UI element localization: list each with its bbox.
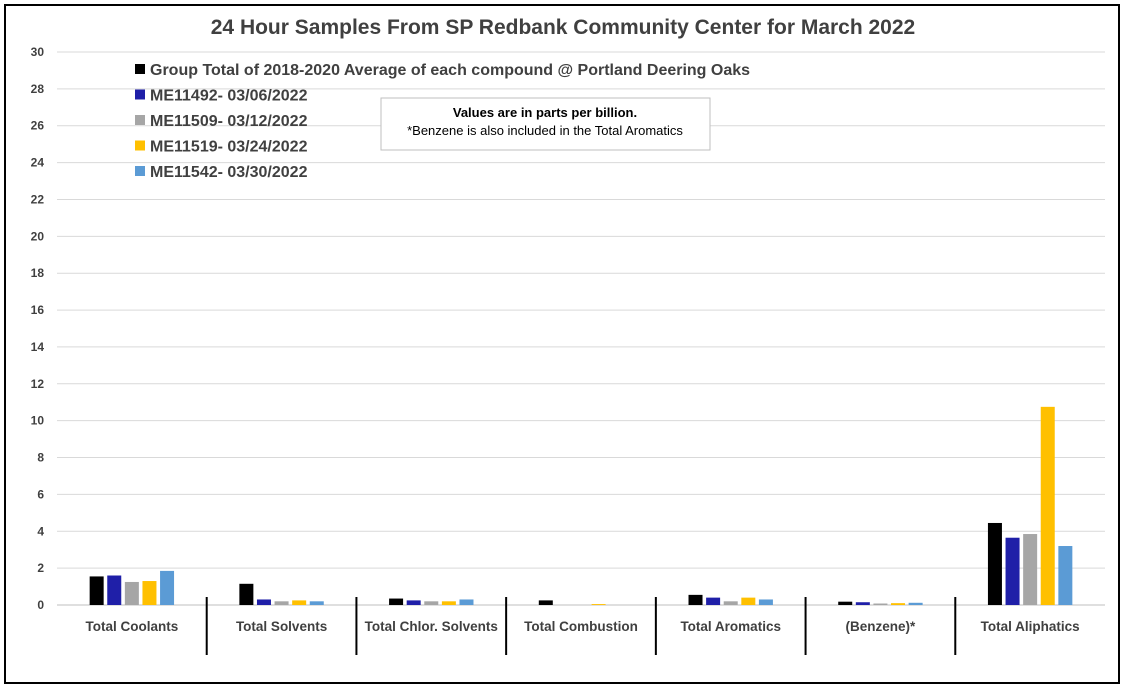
bars	[90, 407, 1073, 605]
bar	[424, 601, 438, 605]
bar	[856, 602, 870, 605]
y-tick-label: 12	[30, 376, 44, 391]
bar	[407, 600, 421, 605]
y-tick-label: 16	[30, 303, 44, 318]
bar	[909, 603, 923, 605]
y-tick-label: 6	[37, 487, 44, 502]
bar	[689, 595, 703, 605]
legend-label: ME11509- 03/12/2022	[150, 113, 308, 130]
x-tick-label: Total Chlor. Solvents	[364, 619, 498, 634]
bar	[142, 581, 156, 605]
y-tick-label: 4	[37, 524, 44, 539]
bar	[389, 599, 403, 605]
bar	[891, 603, 905, 605]
y-tick-label: 10	[30, 413, 44, 428]
annotation-box	[381, 98, 710, 150]
x-tick-label: Total Aromatics	[680, 619, 781, 634]
y-tick-label: 28	[30, 81, 44, 96]
bar	[873, 604, 887, 605]
bar	[838, 602, 852, 605]
legend-label: ME11542- 03/30/2022	[150, 164, 308, 181]
y-tick-label: 24	[30, 155, 44, 170]
y-tick-label: 14	[30, 339, 44, 354]
bar	[539, 600, 553, 605]
x-tick-label: (Benzene)*	[845, 619, 916, 634]
bar	[1023, 534, 1037, 605]
chart-title: 24 Hour Samples From SP Redbank Community Center for March 2022	[210, 16, 916, 39]
legend-swatch	[135, 64, 145, 74]
legend-label: ME11492- 03/06/2022	[150, 87, 308, 105]
y-axis-ticks	[31, 45, 45, 612]
legend-swatch	[135, 166, 145, 176]
y-tick-label: 18	[30, 266, 44, 281]
y-tick-label: 2	[37, 561, 44, 576]
annotation-title: Values are in parts per billion.	[452, 105, 638, 120]
legend-swatch	[135, 115, 145, 125]
y-tick-label: 0	[37, 598, 44, 612]
bar	[107, 576, 121, 605]
x-axis-ticks	[85, 619, 1079, 634]
bar	[1058, 546, 1072, 605]
bar	[239, 584, 253, 605]
bar	[592, 604, 606, 605]
y-tick-label: 20	[30, 229, 44, 244]
bar	[759, 599, 773, 605]
x-tick-label: Total Coolants	[85, 619, 179, 634]
bar	[292, 600, 306, 605]
x-tick-label: Total Solvents	[235, 619, 328, 634]
bar	[1006, 538, 1020, 605]
y-tick-label: 26	[30, 118, 44, 133]
bar	[257, 599, 271, 605]
bar	[275, 601, 289, 605]
legend-label: Group Total of 2018-2020 Average of each compound @ Portland Deering Oaks	[150, 62, 751, 79]
bar	[741, 598, 755, 605]
y-tick-label: 30	[30, 45, 44, 59]
y-tick-label: 8	[37, 450, 44, 465]
bar	[706, 598, 720, 605]
bar	[160, 571, 174, 605]
legend-swatch	[135, 141, 145, 151]
legend-label: ME11519- 03/24/2022	[150, 138, 308, 156]
bar	[459, 599, 473, 605]
bar	[125, 582, 139, 605]
x-tick-label: Total Combustion	[524, 619, 638, 634]
x-tick-label: Total Aliphatics	[980, 619, 1080, 634]
bar	[724, 601, 738, 605]
bar	[310, 601, 324, 605]
bar	[442, 601, 456, 605]
legend-swatch	[135, 90, 145, 100]
bar	[1041, 407, 1055, 605]
bar	[988, 523, 1002, 605]
y-tick-label: 22	[30, 192, 44, 207]
bar	[90, 576, 104, 605]
annotation-text: *Benzene is also included in the Total Aromatics	[407, 123, 683, 138]
